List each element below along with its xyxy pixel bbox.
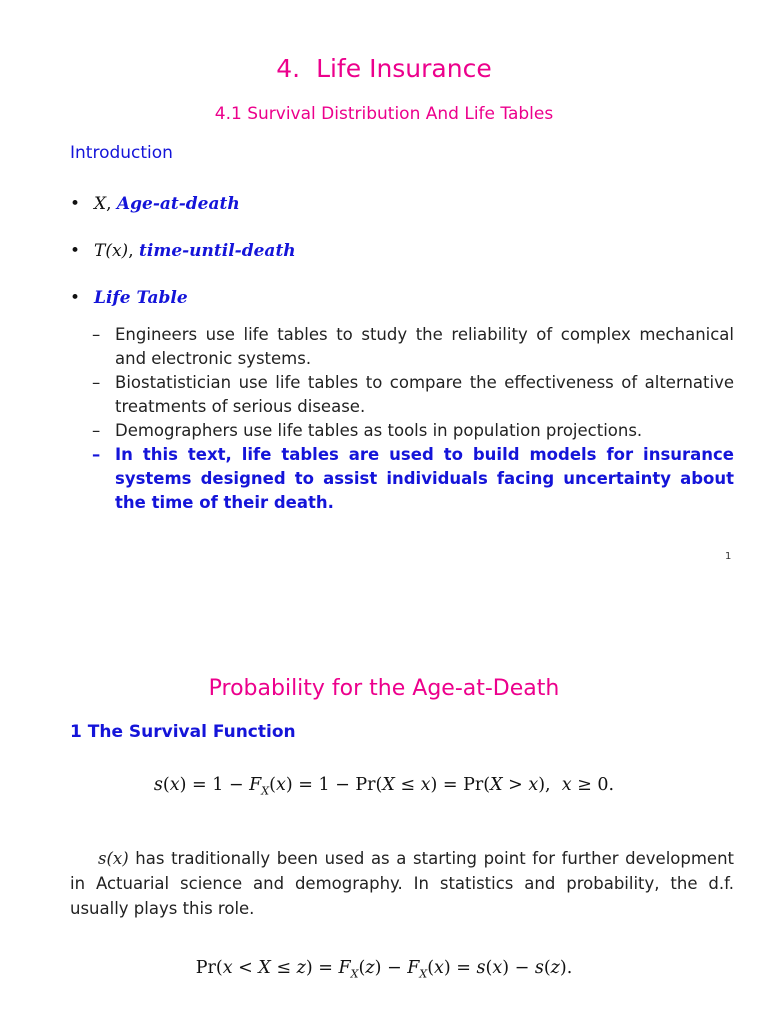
list-item: – Demographers use life tables as tools in population projections. — [92, 421, 643, 440]
section-subtitle: 4.1 Survival Distribution And Life Tables — [214, 104, 554, 124]
bullet-dot: • — [70, 241, 81, 261]
list-item-highlighted: – In this text, life tables are used to build models for insurance systems designed to assist individuals facing uncertainty about the time of their death. — [92, 445, 734, 512]
paragraph-math: s(x) — [98, 849, 129, 868]
life-table-uses-list — [92, 323, 734, 515]
bullet-separator: , — [128, 241, 140, 261]
bullet-term: time-until-death — [139, 241, 296, 261]
bullet-dot: • — [70, 194, 81, 214]
bullet-term: Life Table — [94, 288, 188, 308]
bullet-separator: , — [106, 194, 117, 214]
chapter-title — [0, 54, 768, 83]
chapter-number: 4. — [276, 54, 301, 83]
paragraph-text: has traditionally been used as a starting point for further development in Actuarial science and demography. In statistics and probability, the d.f. usually plays this role. — [70, 849, 734, 918]
list-item: – Engineers use life tables to study the reliability of complex mechanical and electronic systems. — [92, 325, 734, 368]
survival-function-paragraph — [70, 846, 734, 921]
bullet-age-at-death — [70, 194, 240, 214]
bullet-dot: • — [70, 288, 81, 308]
section-heading-survival-function: 1 The Survival Function — [70, 722, 296, 742]
bullet-term: Age-at-death — [116, 194, 240, 214]
section-heading-introduction: Introduction — [70, 143, 173, 163]
bullet-time-until-death — [70, 241, 296, 261]
bullet-life-table — [70, 288, 188, 308]
slide-title: Probability for the Age-at-Death — [208, 676, 560, 701]
survival-function-equation: $s(x) = 1 - F_X(x) = 1 - Pr(X \le x) = Pr(X > x)$, x ≥ 0. — [153, 775, 615, 798]
page-number: 1 — [725, 551, 732, 562]
bullet-math: T(x) — [94, 241, 129, 261]
list-item: – Biostatistician use life tables to compare the effectiveness of alternative treatments of serious disease. — [92, 373, 734, 416]
interval-probability-equation: $Pr(x < X \le z) = F_X(z) - F_X(x) = s(x) - s(z)$. — [195, 958, 573, 981]
bullet-math: X — [94, 194, 107, 214]
chapter-title-text: Life Insurance — [316, 54, 492, 83]
